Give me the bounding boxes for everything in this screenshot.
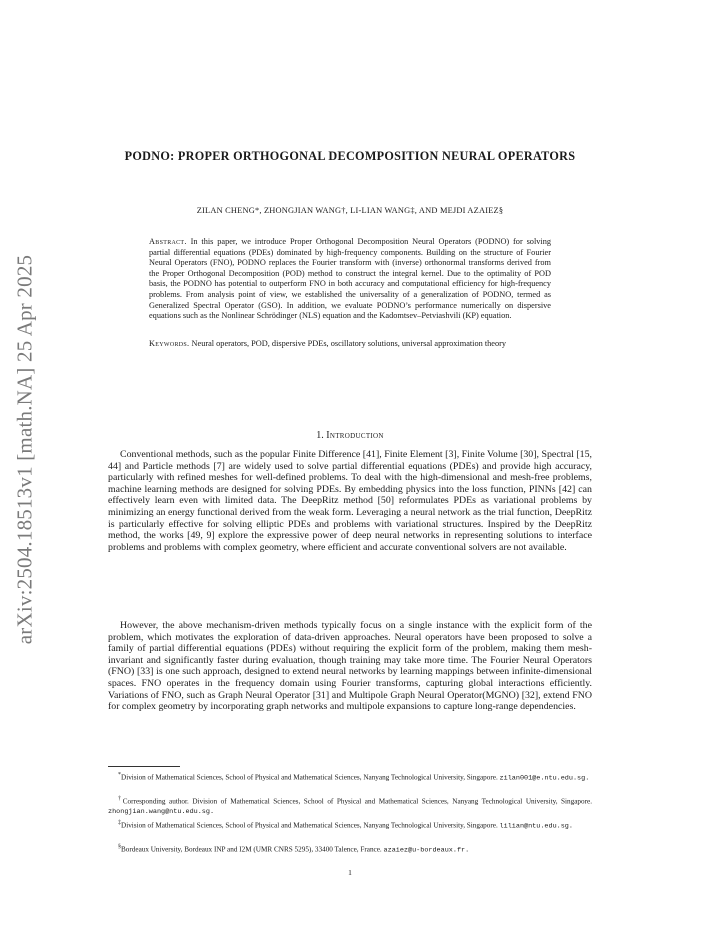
footnote-email[interactable]: zhongjian.wang@ntu.edu.sg. [108, 808, 215, 817]
section-title: Introduction [326, 430, 384, 441]
author-list: ZILAN CHENG*, ZHONGJIAN WANG†, LI-LIAN WANG‡, AND MEJDI AZAIEZ§ [196, 206, 504, 215]
footnote-mark: § [118, 844, 121, 850]
keywords-text: Neural operators, POD, dispersive PDEs, oscillatory solutions, universal approximation theory [191, 339, 507, 348]
footnote [108, 770, 592, 783]
footnote [108, 842, 592, 855]
abstract [149, 237, 551, 322]
footnote [108, 794, 592, 817]
footnote-text: Corresponding author. Division of Mathematical Sciences, School of Physical and Mathematical Sciences, Nanyang Technological University, Singapore. [122, 797, 592, 806]
footnote [108, 818, 592, 831]
footnote-divider [108, 766, 180, 767]
footnote-mark: ‡ [118, 820, 121, 826]
body-paragraph: However, the above mechanism-driven methods typically focus on a single instance with the explicit form of the problem, which motivates the exploration of data-driven approaches. Neural operators have been proposed to solve a family of partial differential equations (PDEs) without requiring the explicit form of the problem, making them mesh-invariant and significantly faster during evaluation, though training may take more time. The Fourier Neural Operators (FNO) [33] is one such approach, designed to extend neural networks by learning mappings between infinite-dimensional spaces. FNO operates in the frequency domain using Fourier transforms, capturing global interactions efficiently. Variations of FNO, such as Graph Neural Operator [31] and Multipole Graph Neural Operator(MGNO) [32], extend FNO for complex geometry by incorporating graph networks and multipole expansions to capture long-range dependencies. [108, 620, 592, 713]
footnote-text: Division of Mathematical Sciences, School of Physical and Mathematical Sciences, Nanyang Technological University, Singapore. [121, 773, 498, 782]
abstract-text: In this paper, we introduce Proper Orthogonal Decomposition Neural Operators (PODNO) for solving partial differential equations (PDEs) dominated by high-frequency components. Building on the structure of Fourier Neural Operators (FNO), PODNO replaces the Fourier transform with (inverse) orthonormal transforms derived from the Proper Orthogonal Decomposition (POD) method to construct the integral kernel. Due to the optimality of POD basis, the PODNO has potential to outperform FNO in both accuracy and computational efficiency for high-frequency problems. From analysis point of view, we established the universality of a generalization of PODNO, termed as Generalized Spectral Operator (GSO). In addition, we evaluate PODNO’s performance numerically on dispersive equations such as the Nonlinear Schrödinger (NLS) equation and the Kadomtsev–Petviashvili (KP) equation. [149, 237, 551, 321]
abstract-label: Abstract. [149, 237, 187, 246]
keywords [149, 339, 551, 350]
page-number: 1 [348, 868, 352, 877]
section-number: 1. [316, 430, 324, 441]
section-heading [150, 430, 550, 441]
footnote-text: Division of Mathematical Sciences, School of Physical and Mathematical Sciences, Nanyang Technological University, Singapore. [121, 821, 498, 830]
arxiv-identifier[interactable]: arXiv:2504.18513v1 [math.NA] 25 Apr 2025 [12, 254, 37, 645]
body-paragraph: Conventional methods, such as the popular Finite Difference [41], Finite Element [3], Finite Volume [30], Spectral [15, 44] and Particle methods [7] are widely used to solve partial differential equations (PDEs) and provide high accuracy, particularly with refined meshes for well-defined problems. To deal with the high-dimensional and mesh-free problems, machine learning methods are designed for solving PDEs. By embedding physics into the loss function, PINNs [42] can effectively learn even with limited data. The DeepRitz method [50] reformulates PDEs as variational problems by minimizing an energy functional derived from the weak form. Leveraging a neural network as the trial function, DeepRitz is particularly effective for solving elliptic PDEs and problems with variational structures. Inspired by the DeepRitz method, the works [49, 9] explore the expressive power of deep neural networks in representing solutions to interface problems and problems with complex geometry, where efficient and accurate conventional solvers are not available. [108, 449, 592, 553]
footnote-email[interactable]: lilian@ntu.edu.sg. [499, 822, 573, 831]
keywords-label: Keywords. [149, 339, 190, 348]
footnote-mark: † [118, 796, 123, 802]
footnote-text: Bordeaux University, Bordeaux INP and I2M (UMR CNRS 5295), 33400 Talence, France. [121, 845, 382, 854]
footnote-email[interactable]: azaiez@u-bordeaux.fr. [383, 846, 470, 855]
paper-title: PODNO: PROPER ORTHOGONAL DECOMPOSITION NEURAL OPERATORS [124, 149, 576, 163]
footnote-email[interactable]: zilan001@e.ntu.edu.sg. [499, 774, 590, 783]
footnote-mark: * [118, 772, 121, 778]
